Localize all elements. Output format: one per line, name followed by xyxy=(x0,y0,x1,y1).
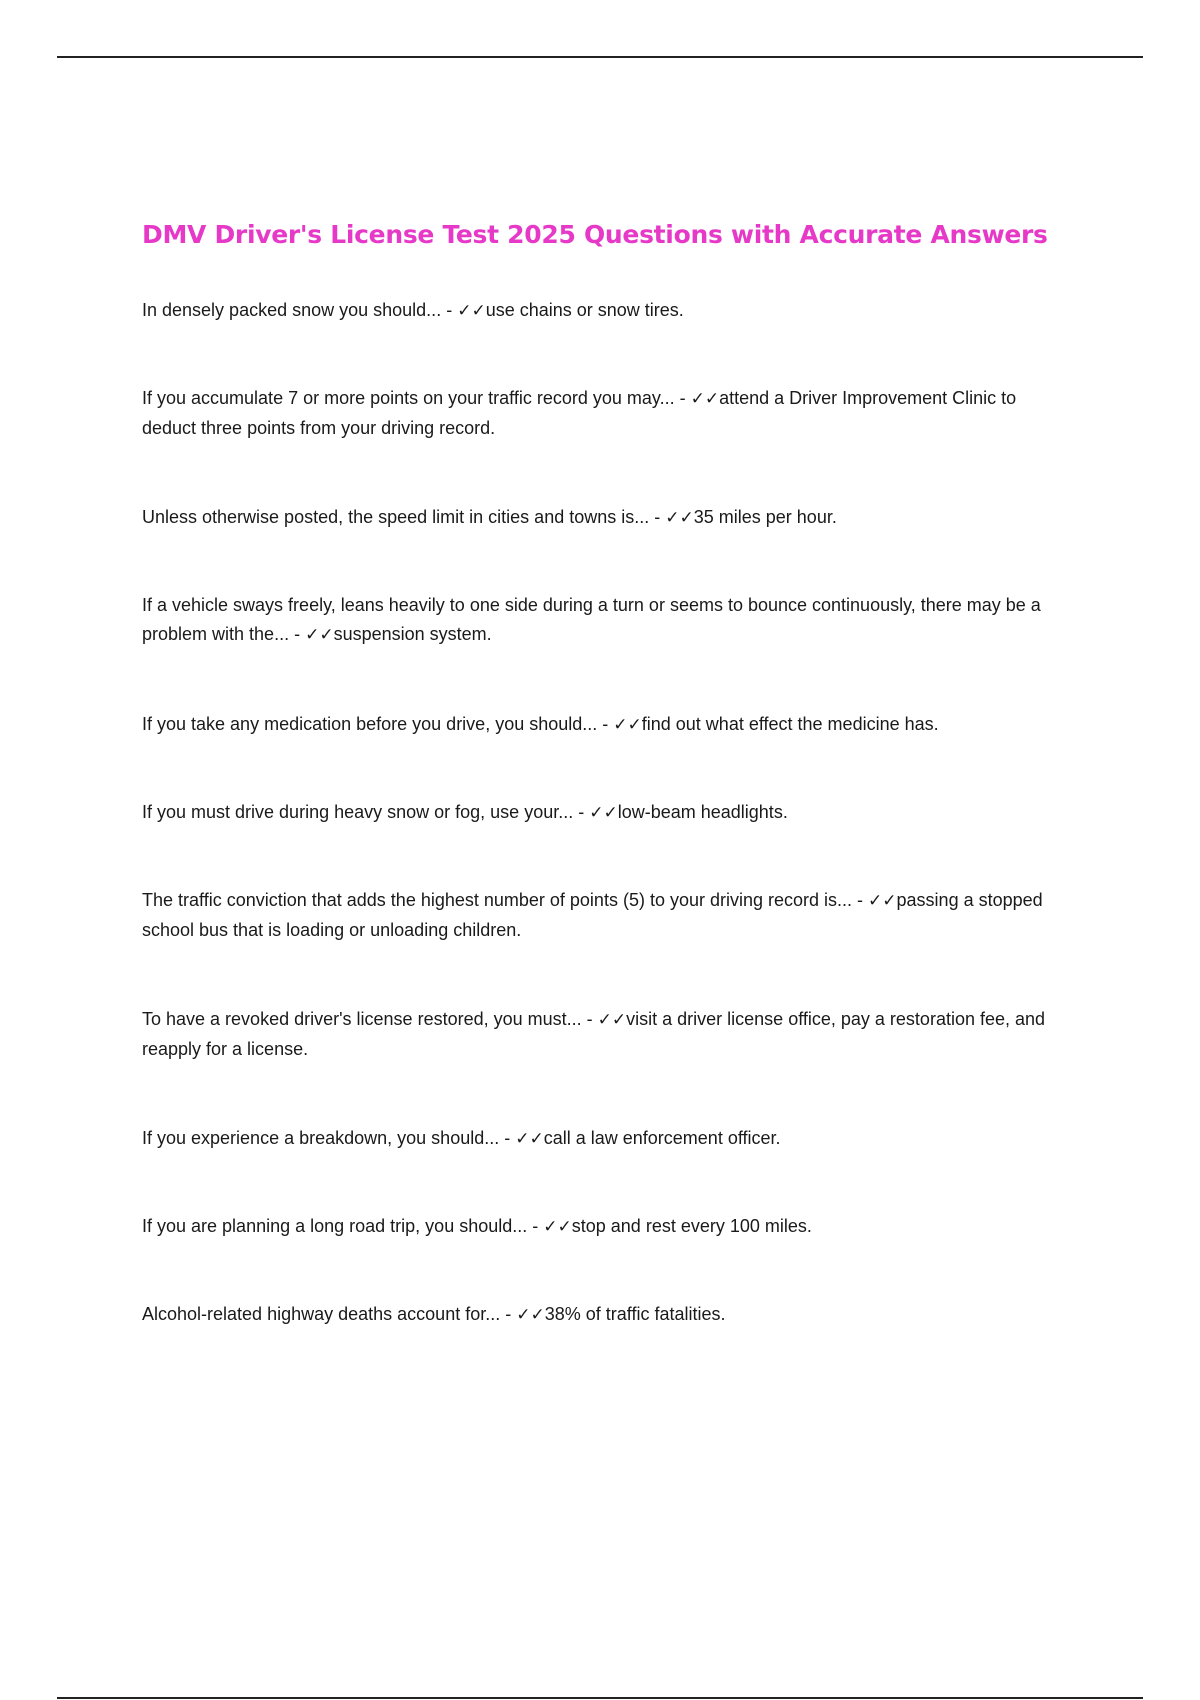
qa-item xyxy=(142,886,1062,945)
answer-text: stop and rest every 100 miles. xyxy=(571,1216,812,1236)
question-text: Unless otherwise posted, the speed limit in cities and towns is... xyxy=(142,507,650,527)
document-body xyxy=(142,218,1062,1388)
qa-item xyxy=(142,591,1062,650)
answer-text: passing a stopped school bus that is loading or unloading children. xyxy=(142,890,1043,940)
question-text: If you take any medication before you drive, you should... xyxy=(142,714,598,734)
qa-item xyxy=(142,1300,1062,1330)
question-text: If a vehicle sways freely, leans heavily to one side during a turn or seems to bounce continuously, there may be a problem with the... xyxy=(142,595,1041,644)
double-check-icon: ✓✓ xyxy=(613,715,642,735)
qa-separator: - xyxy=(852,890,869,910)
answer-text: suspension system. xyxy=(333,624,492,644)
answer-text: 38% of traffic fatalities. xyxy=(544,1304,726,1324)
qa-item xyxy=(142,503,1062,533)
top-divider xyxy=(57,56,1143,58)
question-text: In densely packed snow you should... xyxy=(142,300,442,320)
qa-item xyxy=(142,296,1062,326)
answer-text: attend a Driver Improvement Clinic to deduct three points from your driving record. xyxy=(142,388,1017,438)
qa-item xyxy=(142,384,1062,443)
qa-separator: - xyxy=(500,1304,517,1324)
answer-text: 35 miles per hour. xyxy=(693,507,837,527)
question-text: If you are planning a long road trip, you should... xyxy=(142,1216,528,1236)
qa-separator: - xyxy=(649,507,666,527)
bottom-divider xyxy=(57,1697,1143,1699)
qa-item xyxy=(142,710,1062,740)
qa-separator: - xyxy=(597,714,614,734)
answer-text: find out what effect the medicine has. xyxy=(641,714,939,734)
answer-text: use chains or snow tires. xyxy=(485,300,684,320)
document-title: DMV Driver's License Test 2025 Questions with Accurate Answers xyxy=(142,220,1048,249)
double-check-icon: ✓✓ xyxy=(516,1305,545,1325)
qa-separator: - xyxy=(674,388,691,408)
double-check-icon: ✓✓ xyxy=(589,803,618,823)
question-text: The traffic conviction that adds the highest number of points (5) to your driving record is... xyxy=(142,890,853,910)
double-check-icon: ✓✓ xyxy=(597,1010,627,1030)
qa-separator: - xyxy=(581,1009,598,1029)
answer-text: low-beam headlights. xyxy=(617,802,788,822)
qa-item xyxy=(142,1005,1062,1064)
question-text: Alcohol-related highway deaths account for... xyxy=(142,1304,501,1324)
double-check-icon: ✓✓ xyxy=(690,389,720,409)
qa-separator: - xyxy=(573,802,590,822)
double-check-icon: ✓✓ xyxy=(665,508,694,528)
qa-list xyxy=(142,296,1062,1330)
answer-text: visit a driver license office, pay a restoration fee, and reapply for a license. xyxy=(142,1009,1046,1059)
question-text: If you accumulate 7 or more points on your traffic record you may... xyxy=(142,388,675,408)
question-text: If you must drive during heavy snow or fog, use your... xyxy=(142,802,574,822)
qa-separator: - xyxy=(289,624,306,644)
question-text: To have a revoked driver's license restored, you must... xyxy=(142,1009,582,1029)
qa-separator: - xyxy=(499,1128,516,1148)
double-check-icon: ✓✓ xyxy=(457,301,486,321)
double-check-icon: ✓✓ xyxy=(305,625,334,645)
double-check-icon: ✓✓ xyxy=(543,1217,572,1237)
answer-text: call a law enforcement officer. xyxy=(543,1128,781,1148)
question-text: If you experience a breakdown, you should... xyxy=(142,1128,500,1148)
qa-item xyxy=(142,1212,1062,1242)
qa-separator: - xyxy=(527,1216,544,1236)
qa-item xyxy=(142,798,1062,828)
qa-item xyxy=(142,1124,1062,1154)
double-check-icon: ✓✓ xyxy=(515,1129,544,1149)
double-check-icon: ✓✓ xyxy=(868,891,897,911)
qa-separator: - xyxy=(441,300,458,320)
